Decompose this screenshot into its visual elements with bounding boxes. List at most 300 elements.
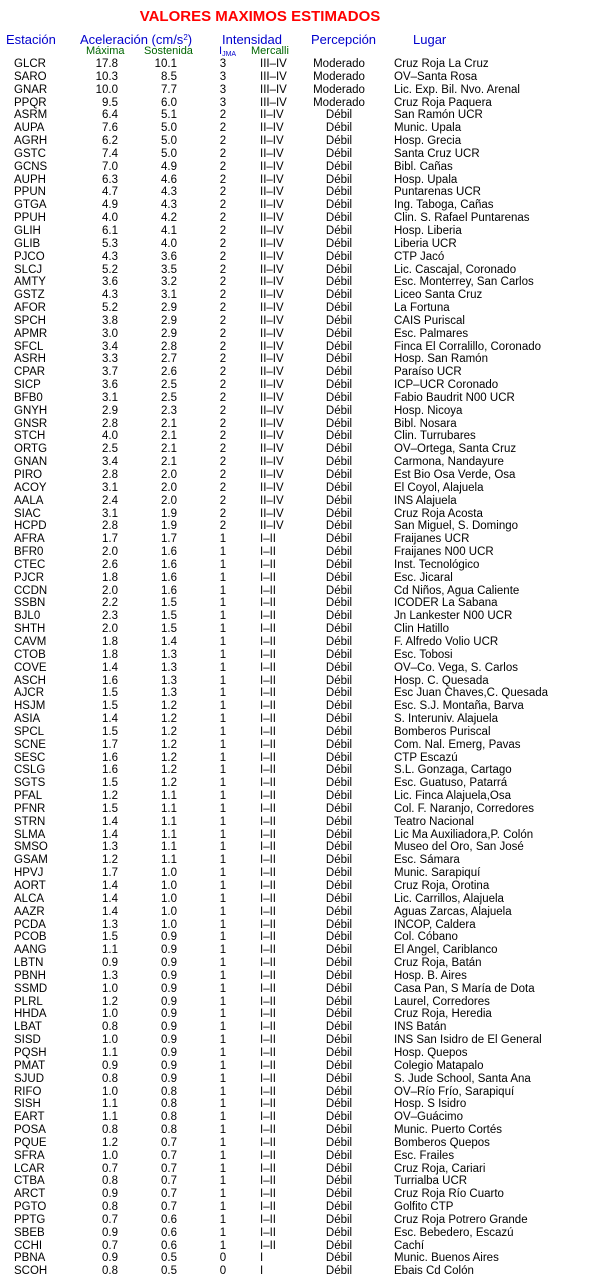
perception: Débil (325, 635, 353, 648)
jma-intensity: 1 (219, 751, 227, 764)
station-code: SBEB (14, 1226, 45, 1239)
location: Puntarenas UCR (394, 186, 481, 199)
station-code: LBTN (14, 957, 44, 970)
mercalli-intensity: I–II (260, 969, 276, 982)
station-code: STCH (14, 430, 46, 443)
mercalli-intensity: I–II (260, 1046, 276, 1059)
location: S. Jude School, Santa Ana (394, 1072, 531, 1085)
station-code: SSBN (14, 597, 46, 610)
mercalli-intensity: I–II (260, 1085, 276, 1098)
jma-intensity: 2 (219, 353, 227, 366)
sustained-acceleration: 4.3 (161, 199, 177, 212)
jma-intensity: 1 (219, 905, 227, 918)
sustained-acceleration: 0.7 (161, 1188, 177, 1201)
perception: Débil (325, 892, 353, 905)
jma-intensity: 1 (219, 1059, 227, 1072)
jma-intensity: 1 (219, 841, 227, 854)
mercalli-intensity: II–IV (260, 314, 284, 327)
perception: Débil (325, 1252, 353, 1265)
table-row (0, 764, 590, 777)
sustained-acceleration: 2.9 (161, 327, 177, 340)
perception: Débil (325, 469, 353, 481)
table-row (0, 418, 590, 431)
jma-intensity: 1 (219, 828, 227, 841)
max-acceleration: 4.0 (102, 430, 118, 443)
sustained-acceleration: 1.3 (161, 661, 177, 674)
perception: Débil (325, 661, 353, 674)
station-code: CTBA (14, 1175, 45, 1188)
station-code: HPVJ (14, 867, 44, 880)
station-code: SISH (14, 1098, 41, 1111)
location: Esc. Bebedero, Escazú (394, 1226, 514, 1239)
table-row (0, 1034, 590, 1047)
table-row (0, 508, 590, 521)
perception: Débil (325, 481, 353, 494)
table-row (0, 353, 590, 366)
station-code: CAVM (14, 635, 47, 648)
max-acceleration: 1.4 (102, 828, 118, 841)
jma-intensity: 1 (219, 815, 227, 828)
max-acceleration: 2.0 (102, 584, 118, 597)
max-acceleration: 3.8 (102, 314, 118, 327)
station-code: GNSR (14, 417, 48, 430)
jma-intensity: 2 (219, 520, 227, 533)
location: Esc. Guatuso, Patarrá (394, 777, 508, 790)
station-code: GTGA (14, 199, 47, 212)
mercalli-intensity: II–IV (260, 122, 284, 135)
location: Cruz Roja Potrero Grande (394, 1213, 528, 1226)
jma-intensity: 2 (219, 224, 227, 237)
table-row (0, 919, 590, 932)
jma-intensity: 1 (219, 1098, 227, 1111)
max-acceleration: 1.3 (102, 918, 118, 931)
location: Hosp. S Isidro (394, 1098, 467, 1111)
location: Fraijanes UCR (394, 533, 470, 546)
mercalli-intensity: I–II (260, 584, 276, 597)
table-row (0, 841, 590, 854)
location: Esc. Jicaral (394, 571, 453, 584)
table-row (0, 996, 590, 1009)
mercalli-intensity: II–IV (260, 481, 284, 494)
table-row (0, 687, 590, 700)
mercalli-intensity: I–II (260, 1175, 276, 1188)
perception: Débil (325, 790, 353, 803)
jma-intensity: 2 (219, 109, 227, 122)
jma-intensity: 2 (219, 302, 227, 315)
mercalli-intensity: I–II (260, 725, 276, 738)
sustained-acceleration: 0.7 (161, 1136, 177, 1149)
sustained-acceleration: 5.0 (161, 135, 177, 148)
table-row (0, 1021, 590, 1034)
mercalli-intensity: I–II (260, 635, 276, 648)
mercalli-intensity: I–II (260, 1098, 276, 1111)
table-row (0, 174, 590, 187)
table-row (0, 1086, 590, 1099)
location: ICODER La Sabana (394, 597, 498, 610)
location: Lic. Carrillos, Alajuela (394, 892, 504, 905)
mercalli-intensity: II–IV (260, 507, 284, 520)
jma-intensity: 1 (219, 1175, 227, 1188)
location: OV–Co. Vega, S. Carlos (394, 661, 519, 674)
sustained-acceleration: 0.9 (161, 1059, 177, 1072)
location: Com. Nal. Emerg, Pavas (394, 738, 521, 751)
sustained-acceleration: 8.5 (161, 70, 177, 83)
table-row (0, 713, 590, 726)
station-code: CCDN (14, 584, 48, 597)
location: Esc. S.J. Montaña, Barva (394, 700, 524, 713)
mercalli-intensity: II–IV (260, 366, 284, 379)
jma-intensity: 1 (219, 1188, 227, 1201)
max-acceleration: 7.6 (102, 122, 118, 135)
perception: Débil (325, 713, 353, 726)
jma-intensity: 1 (219, 1111, 227, 1124)
max-acceleration: 1.5 (102, 687, 118, 700)
jma-intensity: 1 (219, 1239, 227, 1252)
location: Hosp. Upala (394, 173, 458, 186)
jma-intensity: 1 (219, 1201, 227, 1214)
location: Munic. Buenos Aires (394, 1252, 499, 1265)
sustained-acceleration: 1.5 (161, 610, 177, 623)
table-row (0, 649, 590, 662)
max-acceleration: 1.4 (102, 905, 118, 918)
perception: Débil (325, 1008, 353, 1021)
mercalli-intensity: I–II (260, 571, 276, 584)
table-row (0, 161, 590, 174)
jma-intensity: 1 (219, 918, 227, 931)
table-row (0, 58, 590, 71)
perception: Débil (325, 289, 353, 302)
table-row (0, 1150, 590, 1163)
perception: Débil (325, 623, 353, 636)
jma-intensity: 2 (219, 443, 227, 456)
table-row (0, 97, 590, 110)
table-row (0, 366, 590, 379)
station-code: CTEC (14, 558, 46, 571)
station-code: PBNH (14, 969, 46, 982)
jma-intensity: 0 (219, 1252, 227, 1265)
perception: Débil (325, 391, 353, 404)
mercalli-intensity: I–II (260, 1021, 276, 1034)
station-code: HCPD (14, 520, 47, 533)
max-acceleration: 10.3 (95, 70, 118, 83)
table-row (0, 572, 590, 585)
sustained-acceleration: 0.9 (161, 982, 177, 995)
mercalli-intensity: I–II (260, 995, 276, 1008)
location: Col. F. Naranjo, Corredores (394, 802, 534, 815)
jma-intensity: 1 (219, 1162, 227, 1175)
table-row (0, 559, 590, 572)
perception: Débil (325, 417, 353, 430)
jma-intensity: 3 (219, 70, 227, 83)
sustained-acceleration: 0.9 (161, 1034, 177, 1047)
mercalli-intensity: II–IV (260, 302, 284, 315)
mercalli-intensity: I–II (260, 610, 276, 623)
table-row (0, 752, 590, 765)
station-code: ALCA (14, 892, 45, 905)
table-row (0, 1163, 590, 1176)
table-row (0, 623, 590, 636)
max-acceleration: 3.7 (102, 366, 118, 379)
perception: Débil (325, 314, 353, 327)
perception: Débil (325, 379, 353, 392)
header-ijma (219, 45, 236, 58)
table-row (0, 662, 590, 675)
sustained-acceleration: 1.6 (161, 584, 177, 597)
station-code: ASRH (14, 353, 46, 366)
sustained-acceleration: 5.0 (161, 147, 177, 160)
station-code: GNYH (14, 404, 48, 417)
jma-intensity: 1 (219, 867, 227, 880)
sustained-acceleration: 1.2 (161, 725, 177, 738)
mercalli-intensity: I–II (260, 751, 276, 764)
jma-intensity: 1 (219, 957, 227, 970)
station-code: PPTG (14, 1213, 46, 1226)
header-sostenida: Sostenida (144, 45, 193, 57)
max-acceleration: 4.0 (102, 212, 118, 225)
jma-intensity: 1 (219, 610, 227, 623)
table-row (0, 944, 590, 957)
max-acceleration: 1.4 (102, 713, 118, 726)
location: Clin Hatillo (394, 623, 449, 636)
perception: Débil (325, 366, 353, 379)
perception: Débil (325, 1213, 353, 1226)
page-title: VALORES MAXIMOS ESTIMADOS (139, 8, 381, 25)
table-row (0, 726, 590, 739)
mercalli-intensity: I–II (260, 867, 276, 880)
max-acceleration: 6.3 (102, 173, 118, 186)
jma-intensity: 1 (219, 969, 227, 982)
station-code: ASIA (14, 713, 41, 726)
location: Hosp. Quepos (394, 1046, 468, 1059)
location: San Ramón UCR (394, 109, 483, 122)
location: Museo del Oro, San José (394, 841, 524, 854)
mercalli-intensity: I–II (260, 1201, 276, 1214)
table-row (0, 1073, 590, 1086)
mercalli-intensity: II–IV (260, 224, 284, 237)
mercalli-intensity: II–IV (260, 430, 284, 443)
jma-intensity: 2 (219, 122, 227, 135)
sustained-acceleration: 1.2 (161, 751, 177, 764)
jma-intensity: 2 (219, 494, 227, 507)
mercalli-intensity: I–II (260, 558, 276, 571)
location: Finca El Corralillo, Coronado (394, 340, 542, 353)
location: OV–Santa Rosa (394, 70, 478, 83)
max-acceleration: 0.9 (102, 1059, 118, 1072)
station-code: LCAR (14, 1162, 45, 1175)
mercalli-intensity: I–II (260, 982, 276, 995)
location: Golfito CTP (394, 1201, 454, 1214)
perception: Débil (325, 173, 353, 186)
perception: Débil (325, 957, 353, 970)
station-code: GSTC (14, 147, 46, 160)
sustained-acceleration: 4.9 (161, 160, 177, 173)
mercalli-intensity: I (260, 1252, 264, 1265)
table-row (0, 739, 590, 752)
sustained-acceleration: 0.5 (161, 1252, 177, 1265)
location: San Miguel, S. Domingo (394, 520, 519, 533)
location: Jn Lankester N00 UCR (394, 610, 513, 623)
max-acceleration: 0.7 (102, 1162, 118, 1175)
mercalli-intensity: I–II (260, 1072, 276, 1085)
station-code: ASRM (14, 109, 48, 122)
max-acceleration: 1.2 (102, 995, 118, 1008)
table-row (0, 636, 590, 649)
jma-intensity: 2 (219, 289, 227, 302)
table-row (0, 1047, 590, 1060)
station-code: AORT (14, 880, 46, 892)
location: Ebais Cd Colón (394, 1265, 474, 1278)
station-code: AUPH (14, 173, 46, 186)
sustained-acceleration: 3.1 (161, 289, 177, 302)
sustained-acceleration: 1.7 (161, 533, 177, 546)
max-acceleration: 10.0 (95, 83, 118, 96)
station-code: BFR0 (14, 546, 44, 559)
sustained-acceleration: 3.5 (161, 263, 177, 276)
max-acceleration: 2.3 (102, 610, 118, 623)
max-acceleration: 1.0 (102, 982, 118, 995)
header-estacion: Estación (6, 32, 56, 47)
perception: Débil (325, 969, 353, 982)
table-row (0, 1111, 590, 1124)
max-acceleration: 0.8 (102, 1175, 118, 1188)
station-code: SISD (14, 1034, 41, 1047)
max-acceleration: 3.0 (102, 327, 118, 340)
sustained-acceleration: 1.2 (161, 764, 177, 777)
mercalli-intensity: II–IV (260, 353, 284, 366)
jma-intensity: 1 (219, 584, 227, 597)
sustained-acceleration: 1.5 (161, 597, 177, 610)
max-acceleration: 1.6 (102, 751, 118, 764)
sustained-acceleration: 1.4 (161, 635, 177, 648)
sustained-acceleration: 0.9 (161, 957, 177, 970)
table-row (0, 610, 590, 623)
max-acceleration: 2.8 (102, 417, 118, 430)
perception: Débil (325, 1098, 353, 1111)
max-acceleration: 1.6 (102, 764, 118, 777)
header-ijma-i: I (219, 45, 223, 57)
perception: Moderado (313, 83, 365, 96)
table-row (0, 931, 590, 944)
perception: Débil (325, 687, 353, 700)
location: Lic. Exp. Bil. Nvo. Arenal (394, 83, 520, 96)
perception: Débil (325, 1226, 353, 1239)
jma-intensity: 1 (219, 571, 227, 584)
station-code: GCNS (14, 160, 48, 173)
max-acceleration: 1.2 (102, 854, 118, 867)
perception: Débil (325, 122, 353, 135)
perception: Débil (325, 751, 353, 764)
max-acceleration: 9.5 (102, 96, 118, 109)
location: Esc. Sámara (394, 854, 460, 867)
mercalli-intensity: I (260, 1265, 264, 1278)
perception: Débil (325, 1072, 353, 1085)
perception: Débil (325, 224, 353, 237)
location: La Fortuna (394, 302, 450, 315)
sustained-acceleration: 1.2 (161, 777, 177, 790)
sustained-acceleration: 0.9 (161, 969, 177, 982)
table-row (0, 315, 590, 328)
header-intensidad: Intensidad (222, 32, 282, 47)
table-row (0, 71, 590, 84)
location: Carmona, Nandayure (394, 456, 504, 469)
max-acceleration: 17.8 (95, 58, 118, 70)
jma-intensity: 2 (219, 237, 227, 250)
max-acceleration: 0.9 (102, 1252, 118, 1265)
table-row (0, 1227, 590, 1240)
mercalli-intensity: I–II (260, 957, 276, 970)
mercalli-intensity: I–II (260, 790, 276, 803)
mercalli-intensity: I–II (260, 1213, 276, 1226)
max-acceleration: 0.9 (102, 1226, 118, 1239)
perception: Débil (325, 1085, 353, 1098)
sustained-acceleration: 10.1 (154, 58, 177, 70)
header-lugar: Lugar (413, 32, 447, 47)
max-acceleration: 4.9 (102, 199, 118, 212)
perception: Débil (325, 456, 353, 469)
perception: Débil (325, 1021, 353, 1034)
perception: Débil (325, 327, 353, 340)
jma-intensity: 1 (219, 944, 227, 957)
location: Hosp. B. Aires (394, 969, 467, 982)
mercalli-intensity: I–II (260, 880, 276, 892)
sustained-acceleration: 2.1 (161, 456, 177, 469)
max-acceleration: 1.4 (102, 892, 118, 905)
sustained-acceleration: 2.0 (161, 481, 177, 494)
perception: Débil (325, 546, 353, 559)
location: Santa Cruz UCR (394, 147, 480, 160)
location: El Coyol, Alajuela (394, 481, 484, 494)
max-acceleration: 1.7 (102, 533, 118, 546)
location: Colegio Matapalo (394, 1059, 484, 1072)
location: Est Bio Osa Verde, Osa (394, 469, 516, 481)
station-code: SHTH (14, 623, 46, 636)
jma-intensity: 3 (219, 96, 227, 109)
jma-intensity: 2 (219, 417, 227, 430)
location: Hosp. Nicoya (394, 404, 463, 417)
perception: Débil (325, 302, 353, 315)
jma-intensity: 1 (219, 623, 227, 636)
station-code: AGRH (14, 135, 48, 148)
station-code: CTOB (14, 648, 46, 661)
mercalli-intensity: I–II (260, 648, 276, 661)
table-row (0, 585, 590, 598)
location: Bibl. Nosara (394, 417, 457, 430)
max-acceleration: 2.9 (102, 404, 118, 417)
max-acceleration: 1.0 (102, 1149, 118, 1162)
jma-intensity: 2 (219, 263, 227, 276)
max-acceleration: 2.2 (102, 597, 118, 610)
mercalli-intensity: I–II (260, 892, 276, 905)
table-row (0, 456, 590, 469)
location: Lic Ma Auxiliadora,P. Colón (394, 828, 534, 841)
max-acceleration: 0.9 (102, 1188, 118, 1201)
perception: Débil (325, 738, 353, 751)
table-row (0, 777, 590, 790)
jma-intensity: 1 (219, 1226, 227, 1239)
max-acceleration: 1.4 (102, 815, 118, 828)
jma-intensity: 3 (219, 83, 227, 96)
station-code: SPCL (14, 725, 45, 738)
header-aceleracion-label: Aceleración (cm/s (80, 32, 184, 47)
station-code: ARCT (14, 1188, 46, 1201)
location: Cruz Roja, Orotina (394, 880, 490, 892)
jma-intensity: 1 (219, 1021, 227, 1034)
max-acceleration: 0.8 (102, 1201, 118, 1214)
station-code: CPAR (14, 366, 46, 379)
station-code: SCOH (14, 1265, 48, 1278)
mercalli-intensity: I–II (260, 815, 276, 828)
max-acceleration: 1.5 (102, 777, 118, 790)
